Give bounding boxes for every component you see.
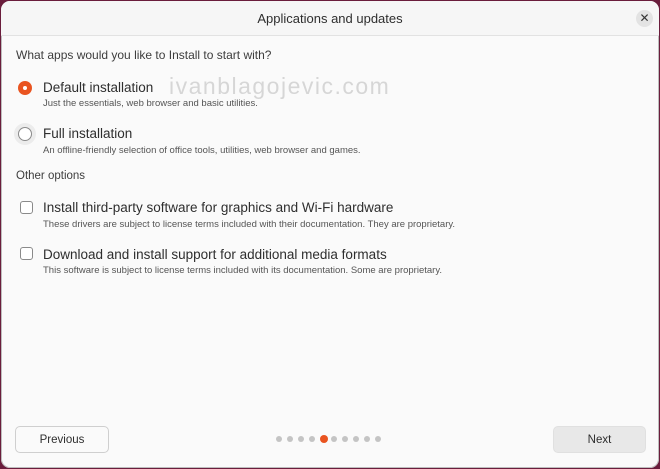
watermark: ivanblagojevic.com <box>169 73 391 99</box>
step-dot <box>331 436 337 442</box>
third-party-software-label[interactable]: Install third-party software for graphics and Wi-Fi hardware <box>43 200 394 215</box>
step-dot <box>353 436 359 442</box>
default-installation-radio[interactable] <box>18 81 32 95</box>
step-dot-current <box>320 435 328 443</box>
full-installation-label[interactable]: Full installation <box>43 126 133 141</box>
media-formats-checkbox[interactable] <box>20 247 33 260</box>
other-options-heading: Other options <box>16 170 86 182</box>
step-dot <box>276 436 282 442</box>
third-party-software-description: These drivers are subject to license terms included with their documentation. They are proprietary. <box>43 219 456 230</box>
window-title: Applications and updates <box>257 11 403 26</box>
default-installation-label[interactable]: Default installation <box>43 80 154 95</box>
full-installation-description: An offline-friendly selection of office tools, utilities, web browser and games. <box>43 145 361 156</box>
third-party-software-checkbox[interactable] <box>20 201 33 214</box>
step-dot <box>342 436 348 442</box>
previous-button[interactable]: Previous <box>15 426 109 453</box>
step-dot <box>298 436 304 442</box>
step-dot <box>309 436 315 442</box>
media-formats-label[interactable]: Download and install support for additional media formats <box>43 247 387 262</box>
step-dot <box>375 436 381 442</box>
full-installation-radio[interactable] <box>18 127 32 141</box>
installer-window <box>1 1 659 468</box>
step-dot <box>287 436 293 442</box>
step-dot <box>364 436 370 442</box>
install-question: What apps would you like to Install to start with? <box>16 48 272 62</box>
media-formats-description: This software is subject to license terms included with its documentation. Some are proprietary. <box>43 265 442 276</box>
default-installation-description: Just the essentials, web browser and basic utilities. <box>43 98 258 109</box>
title-bar <box>1 1 659 36</box>
next-button[interactable]: Next <box>553 426 646 453</box>
close-icon[interactable]: ✕ <box>636 10 653 27</box>
